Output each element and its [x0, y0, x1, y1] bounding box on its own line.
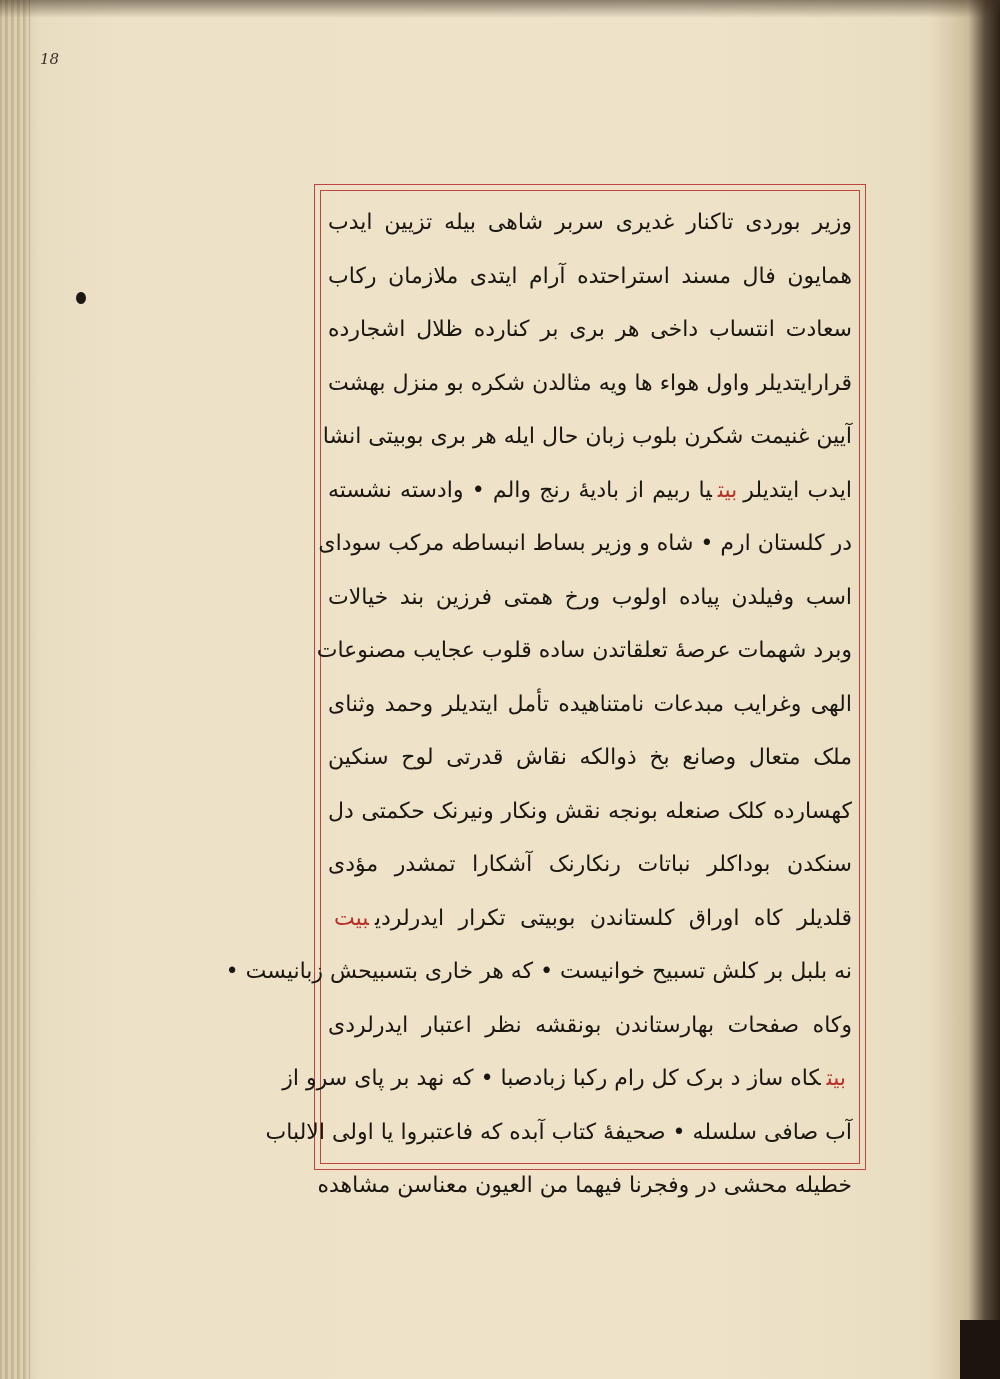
line-text: وزیر بوردی تاکنار غدیری سربر شاهی بیله تزیین ایدب	[328, 210, 852, 235]
rubric-beyt: بیت	[826, 1066, 846, 1091]
line-text: وبرد شهمات عرصهٔ تعلقاتدن ساده قلوب عجایب مصنوعات	[316, 638, 852, 663]
line-text: قرارایتدیلر واول هواء ها ویه مثالدن شکره بو منزل بهشت	[328, 370, 852, 396]
text-line	[265, 1106, 858, 1160]
line-text: اسب وفیلدن پیاده اولوب ورخ همتی فرزین بند خیالات	[328, 584, 852, 610]
line-text: همایون فال مسند استراحتده آرام ایتدی ملازمان رکاب	[328, 263, 852, 289]
text-line	[317, 1159, 858, 1213]
line-text: وکاه صفحات بهارستاندن بونقشه نظر اعتبار ایدرلردی	[328, 1012, 852, 1038]
text-line	[322, 678, 858, 732]
line-text: آب صافی سلسله • صحیفهٔ کتاب آبده که فاعتبروا یا اولی الالباب	[265, 1119, 852, 1145]
text-line	[322, 464, 858, 518]
text-line	[322, 838, 858, 892]
line-text: الهی وغرایب مبدعات نامتناهیده تأمل ایتدیلر وحمد وثنای	[328, 691, 852, 717]
line-text: سعادت انتساب داخی هر بری بر کنارده ظلال اشجارده	[328, 317, 852, 342]
line-text: ایدب ایتدیلر	[743, 477, 852, 503]
line-text: در کلستان ارم • شاه و وزیر بساط انبساطه مرکب سودای	[318, 531, 852, 556]
line-text: نه بلبل بر کلش تسبیح خوانیست • که هر خاری بتسبیحش زبانیست •	[225, 959, 852, 984]
binding-shadow	[960, 1320, 1000, 1379]
text-line	[322, 999, 858, 1053]
page-stack-edge	[0, 0, 30, 1379]
line-text: کهسارده کلک صنعله بونجه نقش ونکار ونیرنک حکمتی دل	[328, 798, 852, 824]
text-line	[322, 571, 858, 625]
line-text: کاه ساز د برک کل رام رکبا زبادصبا • که نهد بر پای سرو از	[282, 1066, 821, 1091]
text-line	[225, 945, 858, 999]
line-text: یا ربیم از بادیهٔ رنج والم • وادسته نشسته	[328, 477, 712, 503]
line-text: آیین غنیمت شکرن بلوب زبان حال ایله هر بری بوبیتی انشا	[322, 424, 852, 449]
text-line	[322, 410, 858, 464]
text-line	[322, 892, 858, 946]
text-line	[322, 785, 858, 839]
text-line	[318, 517, 858, 571]
text-line	[282, 1052, 858, 1106]
text-line	[316, 624, 858, 678]
line-text: سنکدن بوداکلر نباتات رنکارنک آشکارا تمشدر مؤدی	[328, 852, 852, 877]
line-text: قلدیلر کاه اوراق کلستاندن بوبیتی تکرار ایدرلردی	[374, 905, 852, 931]
ink-blot	[76, 292, 86, 304]
rubric-beyt: بیت	[334, 905, 369, 931]
text-block	[225, 196, 858, 1198]
text-line	[322, 731, 858, 785]
text-line	[322, 196, 858, 250]
text-line	[322, 357, 858, 411]
line-text: ملک متعال وصانع بخ ذوالکه نقاش قدرتی لوح سنکین	[328, 745, 852, 770]
rubric-beyt: بیت	[717, 477, 738, 503]
text-line	[322, 303, 858, 357]
line-text: خطیله محشی در وفجرنا فیهما من العیون معناسن مشاهده	[317, 1173, 852, 1198]
folio-number: 18	[40, 50, 60, 68]
text-line	[322, 250, 858, 304]
top-shadow	[0, 0, 1000, 18]
